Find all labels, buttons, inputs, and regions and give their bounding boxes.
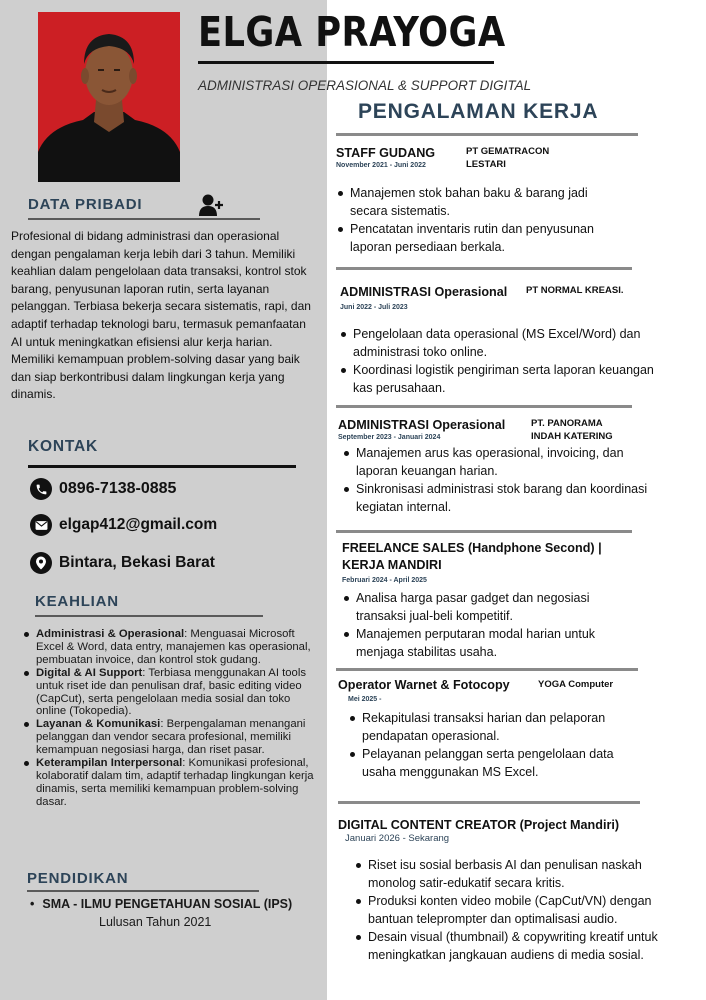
job-bullets: [342, 444, 652, 516]
education-school: • SMA - ILMU PENGETAHUAN SOSIAL (IPS): [30, 897, 293, 911]
list-item: Manajemen stok bahan baku & barang jadi secara sistematis.: [336, 184, 621, 220]
profile-photo: [38, 12, 180, 182]
job-subtitle: ADMINISTRASI OPERASIONAL & SUPPORT DIGITAL: [198, 78, 532, 93]
job-bullets: [339, 325, 669, 397]
contact-phone[interactable]: [30, 478, 176, 500]
job-company: PT GEMATRACON LESTARI: [466, 146, 550, 170]
name-underline: [198, 61, 494, 64]
education-heading-rule: [27, 890, 259, 892]
job-date: September 2023 - Januari 2024: [338, 434, 441, 441]
job-date: Juni 2022 - Juli 2023: [340, 304, 408, 311]
experience-heading-rule: [336, 133, 638, 136]
list-item: Pengelolaan data operasional (MS Excel/Word) dan administrasi toko online.: [339, 325, 669, 361]
skill-item: Layanan & Komunikasi: Berpengalaman menangani pelanggan dan vendor secara profesional, memiliki kemampuan negosiasi harga, dan riset pasar.: [20, 718, 322, 757]
job-divider: [336, 530, 632, 533]
list-item: Sinkronisasi administrasi stok barang dan koordinasi kegiatan internal.: [342, 480, 652, 516]
list-item: Koordinasi logistik pengiriman serta laporan keuangan kas perusahaan.: [339, 361, 669, 397]
job-date: Mei 2025 -: [348, 696, 382, 703]
profile-heading: DATA PRIBADI: [28, 196, 143, 213]
job-company: PT NORMAL KREASI.: [526, 285, 624, 296]
contact-heading-rule: [28, 465, 296, 468]
location-pin-icon: [30, 552, 52, 574]
skill-item: Digital & AI Support: Terbiasa menggunakan AI tools untuk riset ide dan penulisan draf, basic editing video (CapCut), serta pengelolaan media sosial dan toko online (Tokopedia).: [20, 667, 322, 719]
skills-list: [20, 628, 322, 809]
job-date: November 2021 - Juni 2022: [336, 162, 426, 169]
profile-heading-rule: [28, 218, 260, 220]
job-divider: [338, 801, 640, 804]
job-divider: [336, 405, 632, 408]
location-text: Bintara, Bekasi Barat: [59, 554, 215, 571]
full-name: ELGA PRAYOGA: [198, 8, 506, 56]
phone-number: 0896-7138-0885: [59, 480, 177, 497]
job-bullets: [348, 709, 638, 781]
job-date: Februari 2024 - April 2025: [342, 577, 427, 584]
email-address: elgap412@gmail.com: [59, 516, 218, 533]
education-heading: PENDIDIKAN: [27, 870, 129, 887]
skills-heading-rule: [35, 615, 263, 617]
list-item: Manajemen perputaran modal harian untuk menjaga stabilitas usaha.: [342, 625, 632, 661]
job-bullets: [354, 856, 679, 964]
job-title: DIGITAL CONTENT CREATOR (Project Mandiri): [338, 818, 620, 832]
contact-location: [30, 552, 215, 574]
list-item: Pencatatan inventaris rutin dan penyusunan laporan persediaan berkala.: [336, 220, 621, 256]
contact-email[interactable]: [30, 514, 217, 536]
job-divider: [336, 267, 632, 270]
job-divider: [336, 668, 638, 671]
job-title: FREELANCE SALES (Handphone Second) | KERJA MANDIRI: [342, 541, 602, 572]
job-date: Januari 2026 - Sekarang: [345, 833, 450, 844]
job-company: PT. PANORAMA INDAH KATERING: [531, 418, 613, 442]
skill-item: Keterampilan Interpersonal: Komunikasi profesional, kolaboratif dalam tim, adaptif terhadap lingkungan kerja dinamis, serta memiliki kemampuan problem-solving dasar.: [20, 757, 322, 809]
job-title: ADMINISTRASI Operasional: [338, 418, 506, 432]
skills-heading: KEAHLIAN: [35, 593, 119, 610]
job-title: Operator Warnet & Fotocopy: [338, 678, 510, 692]
education-year: Lulusan Tahun 2021: [99, 915, 212, 929]
email-icon: [30, 514, 52, 536]
job-title: STAFF GUDANG: [336, 146, 436, 160]
list-item: Desain visual (thumbnail) & copywriting kreatif untuk meningkatkan jangkauan audiens di media sosial.: [354, 928, 679, 964]
list-item: Pelayanan pelanggan serta pengelolaan data usaha menggunakan MS Excel.: [348, 745, 638, 781]
experience-heading: PENGALAMAN KERJA: [358, 100, 599, 123]
job-company: YOGA Computer: [538, 679, 614, 690]
profile-summary: Profesional di bidang administrasi dan operasional dengan pengalaman kerja lebih dari 3 tahun. Memiliki keahlian dalam pengelolaan data transaksi, kontrol stok barang, penyusunan laporan rutin, serta layanan pelanggan. Terbiasa bekerja secara sistematis, rapi, dan adaptif terhadap teknologi baru, termasuk pemanfaatan AI untuk meningkatkan efisiensi alur kerja harian. Memiliki kemampuan problem-solving dasar yang baik dan siap berkontribusi dalam lingkungan kerja yang dinamis.: [11, 229, 311, 402]
list-item: Produksi konten video mobile (CapCut/VN) dengan bantuan teleprompter dan optimalisasi audio.: [354, 892, 679, 928]
skill-item: Administrasi & Operasional: Menguasai Microsoft Excel & Word, data entry, manajemen kas operasional, pembuatan invoice, dan kontrol stok gudang.: [20, 628, 322, 667]
list-item: Analisa harga pasar gadget dan negosiasi transaksi jual-beli kompetitif.: [342, 589, 632, 625]
contact-heading: KONTAK: [28, 438, 98, 455]
list-item: Rekapitulasi transaksi harian dan pelaporan pendapatan operasional.: [348, 709, 638, 745]
phone-icon: [30, 478, 52, 500]
job-title: ADMINISTRASI Operasional: [340, 285, 508, 299]
job-bullets: [342, 589, 632, 661]
list-item: Riset isu sosial berbasis AI dan penulisan naskah monolog satir-edukatif secara kritis.: [354, 856, 679, 892]
list-item: Manajemen arus kas operasional, invoicing, dan laporan keuangan harian.: [342, 444, 652, 480]
job-bullets: [336, 184, 621, 256]
